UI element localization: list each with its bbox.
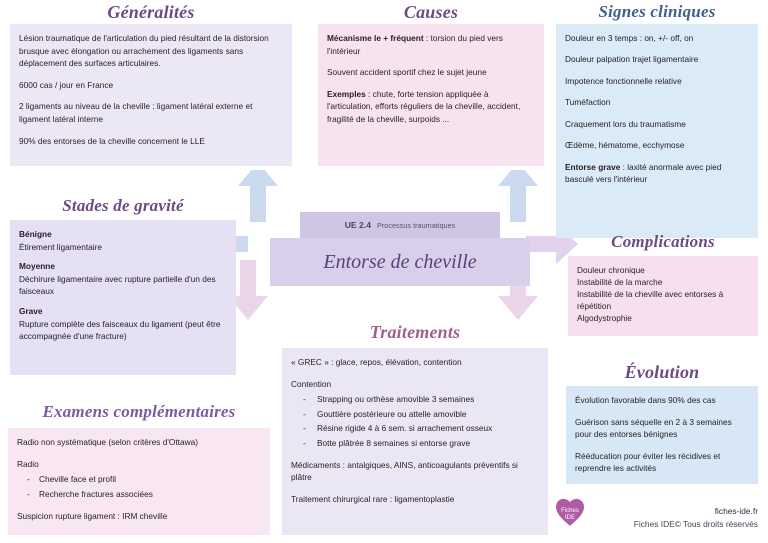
causes-exemples-text: : chute, forte tension appliquée à l'articulation, efforts réguliers de la cheville, accident, fragilité de la cheville, surpoids ...	[327, 88, 521, 125]
section-title-evolution: Évolution	[624, 362, 700, 382]
signe-item: Tuméfaction	[565, 97, 611, 108]
contention-item: - Botte plâtrée 8 semaines si entorse grave	[291, 437, 539, 450]
traitement-contention-list	[291, 393, 539, 449]
traitement-chirurgical: Traitement chirurgical rare : ligamentoplastie	[291, 493, 455, 504]
examens-irm: Suspicion rupture ligament : IRM cheville	[17, 511, 168, 522]
logo-line1: Fiches	[561, 508, 579, 514]
causes-exemples	[327, 88, 535, 126]
contention-item: - Résine rigide 4 à 6 sem. si arrachement osseux	[291, 422, 539, 435]
stade-moyenne	[19, 260, 227, 298]
panel-stades	[10, 220, 236, 375]
section-title-complications: Complications	[611, 232, 715, 251]
entorse-grave-label: Entorse grave	[565, 161, 621, 172]
contention-item: - Strapping ou orthèse amovible 3 semaines	[291, 393, 539, 406]
stade-text: Étirement ligamentaire	[19, 241, 103, 252]
evolution-item: Guérison sans séquelle en 2 à 3 semaines pour des entorses bénignes	[575, 416, 732, 440]
generalites-p4: 90% des entorses de la cheville concernent le LLE	[19, 135, 205, 146]
traitement-medicaments: Médicaments : antalgiques, AINS, anticoagulants préventifs si plâtre	[291, 459, 518, 483]
signe-item: Craquement lors du traumatisme	[565, 118, 686, 129]
evolution-item: Évolution favorable dans 90% des cas	[575, 395, 716, 405]
stade-label: Bénigne	[19, 229, 52, 239]
causes-mecanisme-label: Mécanisme le + fréquent	[327, 33, 424, 43]
causes-exemples-label: Exemples	[327, 88, 366, 99]
center-code: UE 2.4	[344, 220, 371, 230]
footer-site: fiches-ide.fr	[714, 506, 758, 516]
center-main-title	[270, 238, 530, 286]
center-code-subtitle: Processus traumatiques	[377, 220, 456, 230]
complication-item: Douleur chronique	[577, 265, 645, 275]
stade-label: Grave	[19, 306, 43, 317]
section-title-examens: Examens complémentaires	[42, 402, 236, 421]
complication-item: Algodystrophie	[577, 313, 632, 324]
causes-p2: Souvent accident sportif chez le sujet jeune	[327, 67, 487, 78]
panel-causes	[318, 24, 544, 166]
signe-entorse-grave	[565, 161, 749, 186]
section-title-traitements: Traitements	[369, 322, 461, 342]
section-title-stades: Stades de gravité	[62, 196, 184, 215]
signe-item: Douleur en 3 temps : on, +/- off, on	[565, 33, 694, 43]
entorse-grave-text: : laxité anormale avec pied basculé vers l'intérieur	[565, 161, 722, 185]
panel-complications	[568, 256, 758, 336]
signe-item: Impotence fonctionnelle relative	[565, 75, 682, 86]
causes-mecanisme	[327, 32, 535, 57]
panel-evolution	[566, 386, 758, 484]
stade-text: Rupture complète des faisceaux du ligament (peut être accompagnée d'une fracture)	[19, 318, 221, 342]
signe-item: Douleur palpation trajet ligamentaire	[565, 54, 699, 65]
stade-text: Déchirure ligamentaire avec rupture partielle d'un des faisceaux	[19, 273, 216, 297]
traitement-contention-label: Contention	[291, 378, 332, 389]
panel-examens	[8, 428, 270, 535]
causes-mecanisme-text: : torsion du pied vers l'intérieur	[327, 33, 503, 56]
examens-radio-list	[17, 473, 261, 500]
center-code-banner	[300, 212, 500, 238]
footer	[500, 505, 758, 530]
footer-rights: Fiches IDE© Tous droits réservés	[633, 518, 758, 529]
examens-radio-systematique: Radio non systématique (selon critères d'Ottawa)	[17, 437, 198, 447]
section-title-causes: Causes	[403, 2, 459, 22]
complication-item: Instabilité de la cheville avec entorses à répétition	[577, 289, 724, 312]
evolution-item: Rééducation pour éviter les récidives et reprendre les activités	[575, 450, 721, 474]
stade-grave	[19, 305, 227, 343]
radio-item: - Recherche fractures associées	[17, 488, 261, 501]
contention-item: - Gouttière postérieure ou attelle amovible	[291, 408, 539, 421]
panel-signes-cliniques	[556, 24, 758, 238]
section-title-signes-cliniques: Signes cliniques	[598, 2, 716, 21]
signe-item: Œdème, hématome, ecchymose	[565, 140, 685, 151]
traitement-grec: « GREC » : glace, repos, élévation, contention	[291, 357, 462, 367]
generalites-p1: Lésion traumatique de l'articulation du pied résultant de la distorsion brusque avec élongation ou arrachement des ligaments sans déplacement des surfaces articulaires.	[19, 33, 269, 69]
section-title-generalites: Généralités	[107, 2, 195, 22]
generalites-p3: 2 ligaments au niveau de la cheville : ligament latéral externe et ligament latéral interne	[19, 101, 253, 125]
logo-line2: IDE	[564, 515, 576, 521]
stade-benigne	[19, 228, 227, 253]
examens-radio-label: Radio	[17, 458, 39, 469]
generalites-p2: 6000 cas / jour en France	[19, 79, 114, 90]
complication-item: Instabilité de la marche	[577, 277, 663, 288]
stade-label: Moyenne	[19, 261, 55, 272]
panel-generalites	[10, 24, 292, 166]
center-title-text: Entorse de cheville	[323, 250, 477, 273]
radio-item: - Cheville face et profil	[17, 473, 261, 486]
